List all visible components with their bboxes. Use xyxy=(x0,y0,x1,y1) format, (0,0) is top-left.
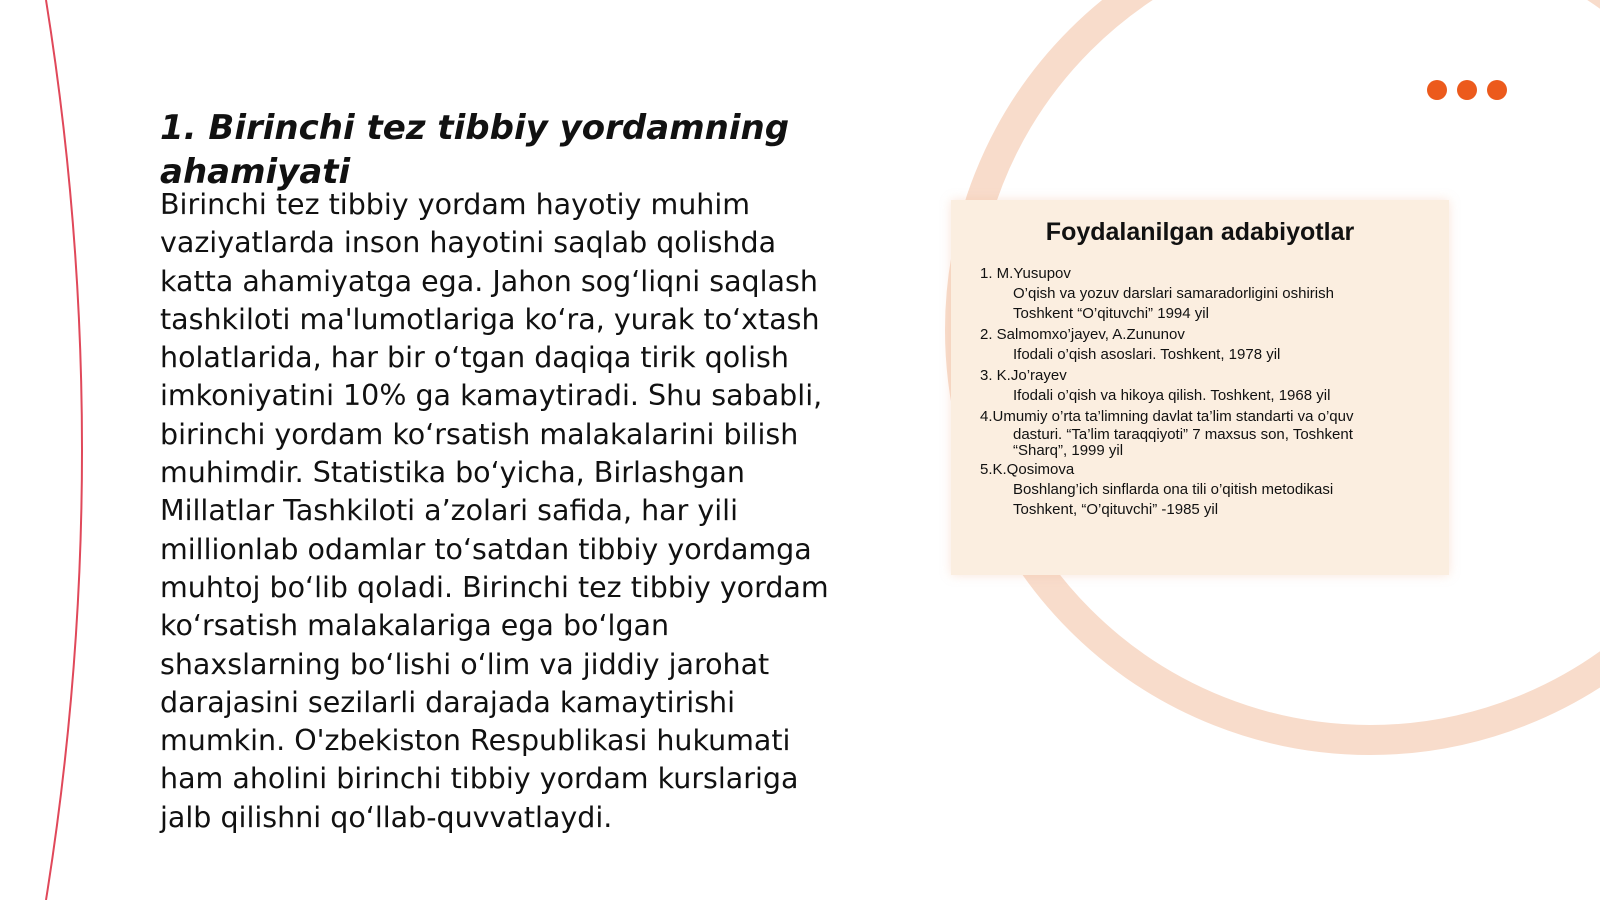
reference-item xyxy=(980,460,1429,520)
references-card xyxy=(951,200,1449,575)
reference-detail: “Sharq”, 1999 yil xyxy=(1013,442,1124,459)
reference-item xyxy=(980,407,1429,459)
reference-detail: Ifodali o’qish va hikoya qilish. Toshkent, 1968 yil xyxy=(1013,387,1331,404)
dot-3 xyxy=(1487,80,1507,100)
reference-detail: Ifodali o’qish asoslari. Toshkent, 1978 yil xyxy=(1013,346,1281,363)
three-dots-icon xyxy=(1427,80,1507,100)
reference-detail: Toshkent “O’qituvchi” 1994 yil xyxy=(1013,305,1209,322)
reference-detail: Boshlang’ich sinflarda ona tili o’qitish metodikasi xyxy=(1013,481,1334,498)
reference-author: 3. K.Jo’rayev xyxy=(980,367,1067,384)
reference-item xyxy=(980,325,1429,365)
references-list xyxy=(980,264,1429,521)
reference-detail: O’qish va yozuv darslari samaradorligini oshirish xyxy=(1013,285,1334,302)
dot-2 xyxy=(1457,80,1477,100)
reference-item xyxy=(980,264,1429,324)
dot-1 xyxy=(1427,80,1447,100)
reference-author: 2. Salmomxo’jayev, A.Zununov xyxy=(980,326,1185,343)
slide-title: 1. Birinchi tez tibbiy yordamning ahamiyati xyxy=(160,108,790,192)
reference-item xyxy=(980,366,1429,406)
slide-body-text: Birinchi tez tibbiy yordam hayotiy muhim vaziyatlarda inson hayotini saqlab qolishda katta ahamiyatga ega. Jahon sog‘liqni saqlash tashkiloti ma'lumotlariga ko‘ra, yurak to‘xtash holatlarida, har bir o‘tgan daqiqa tirik qolish imkoniyatini 10% ga kamaytiradi. Shu sababli, birinchi yordam ko‘rsatish malakalarini bilish muhimdir. Statistika bo‘yicha, Birlashgan Millatlar Tashkiloti a’zolari safida, har yili millionlab odamlar to‘satdan tibbiy yordamga muhtoj bo‘lib qoladi. Birinchi tez tibbiy yordam ko‘rsatish malakalariga ega bo‘lgan shaxslarning bo‘lishi o‘lim va jiddiy jarohat darajasini sezilarli darajada kamaytirishi mumkin. O'zbekiston Respublikasi hukumati ham aholini birinchi tibbiy yordam kurslariga jalb qilishni qo‘llab-quvvatlaydi. xyxy=(160,188,829,834)
reference-detail: Toshkent, “O’qituvchi” -1985 yil xyxy=(1013,501,1219,518)
reference-detail: dasturi. “Ta’lim taraqqiyoti” 7 maxsus son, Toshkent xyxy=(1013,426,1353,443)
reference-author: 5.K.Qosimova xyxy=(980,461,1075,478)
reference-author: 1. M.Yusupov xyxy=(980,265,1071,282)
references-title: Foydalanilgan adabiyotlar xyxy=(1045,218,1355,246)
reference-author: 4.Umumiy o’rta ta’limning davlat ta’lim standarti va o’quv xyxy=(980,408,1354,425)
left-edge-curve xyxy=(46,0,82,900)
